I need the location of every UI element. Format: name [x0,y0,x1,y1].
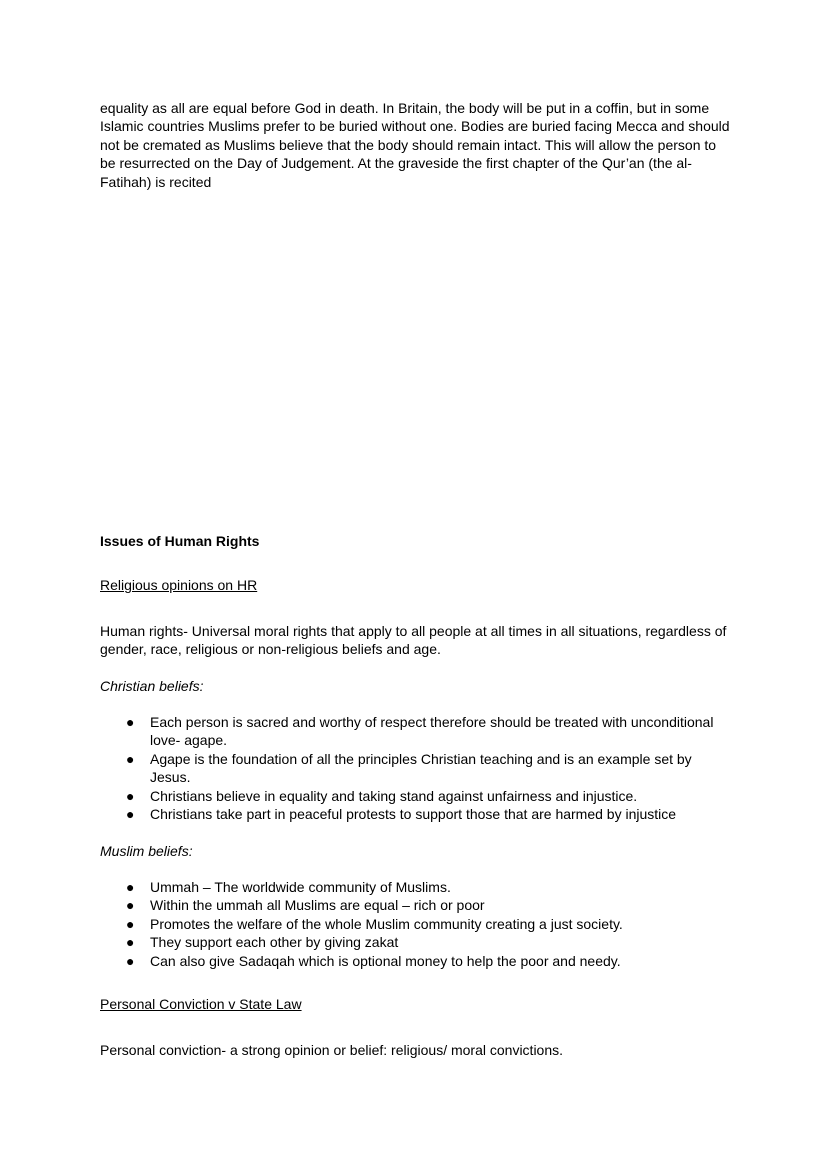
list-item-text: Agape is the foundation of all the principles Christian teaching and is an example set by Jesus. [150,750,692,786]
list-item-text: Christians believe in equality and taking stand against unfairness and injustice. [150,787,638,804]
intro-paragraph: equality as all are equal before God in death. In Britain, the body will be put in a coffin, but in some Islamic countries Muslims prefer to be buried without one. Bodies are buried facing Mecca and should not be cremated as Muslims believe that the body should remain intact. This will allow the person to be resurrected on the Day of Judgement. At the graveside the first chapter of the Qur’an (the al-Fatihah) is recited [100,100,730,190]
bullet-icon: ● [126,934,135,951]
list-item-text: They support each other by giving zakat [150,934,399,951]
bullet-icon: ● [126,879,135,895]
list-item-text: Within the ummah all Muslims are equal – rich or poor [150,897,485,914]
list-item-text: Promotes the welfare of the whole Muslim community creating a just society. [150,915,623,932]
list-item [100,805,720,823]
subheading-religious-opinions: Religious opinions on HR [100,577,258,593]
list-item [100,878,720,896]
muslim-beliefs-label: Muslim beliefs: [100,843,193,859]
list-item [100,952,720,970]
subheading-personal-conviction: Personal Conviction v State Law [100,996,302,1012]
list-item [100,896,720,914]
list-item-text: Christians take part in peaceful protests to support those that are harmed by injustice [150,806,677,823]
bullet-icon: ● [126,750,135,767]
list-item [100,713,720,750]
list-item [100,915,720,933]
list-item [100,933,720,951]
bullet-icon: ● [126,806,135,823]
christian-beliefs-label: Christian beliefs: [100,678,204,694]
list-item-text: Ummah – The worldwide community of Muslims. [150,879,451,895]
list-item-text: Each person is sacred and worthy of respect therefore should be treated with unconditional love- agape. [150,714,714,749]
bullet-icon: ● [126,915,135,932]
personal-conviction-definition: Personal conviction- a strong opinion or belief: religious/ moral convictions. [100,1042,564,1058]
human-rights-definition: Human rights- Universal moral rights that apply to all people at all times in all situations, regardless of gender, race, religious or non-religious beliefs and age. [100,623,727,658]
bullet-icon: ● [126,714,135,730]
list-item-text: Can also give Sadaqah which is optional money to help the poor and needy. [150,952,621,969]
list-item [100,750,720,787]
bullet-icon: ● [126,952,135,969]
list-item [100,787,720,805]
christian-beliefs-list [100,713,720,823]
section-heading-human-rights: Issues of Human Rights [100,533,260,549]
muslim-beliefs-list [100,878,720,970]
bullet-icon: ● [126,897,135,914]
bullet-icon: ● [126,787,135,804]
